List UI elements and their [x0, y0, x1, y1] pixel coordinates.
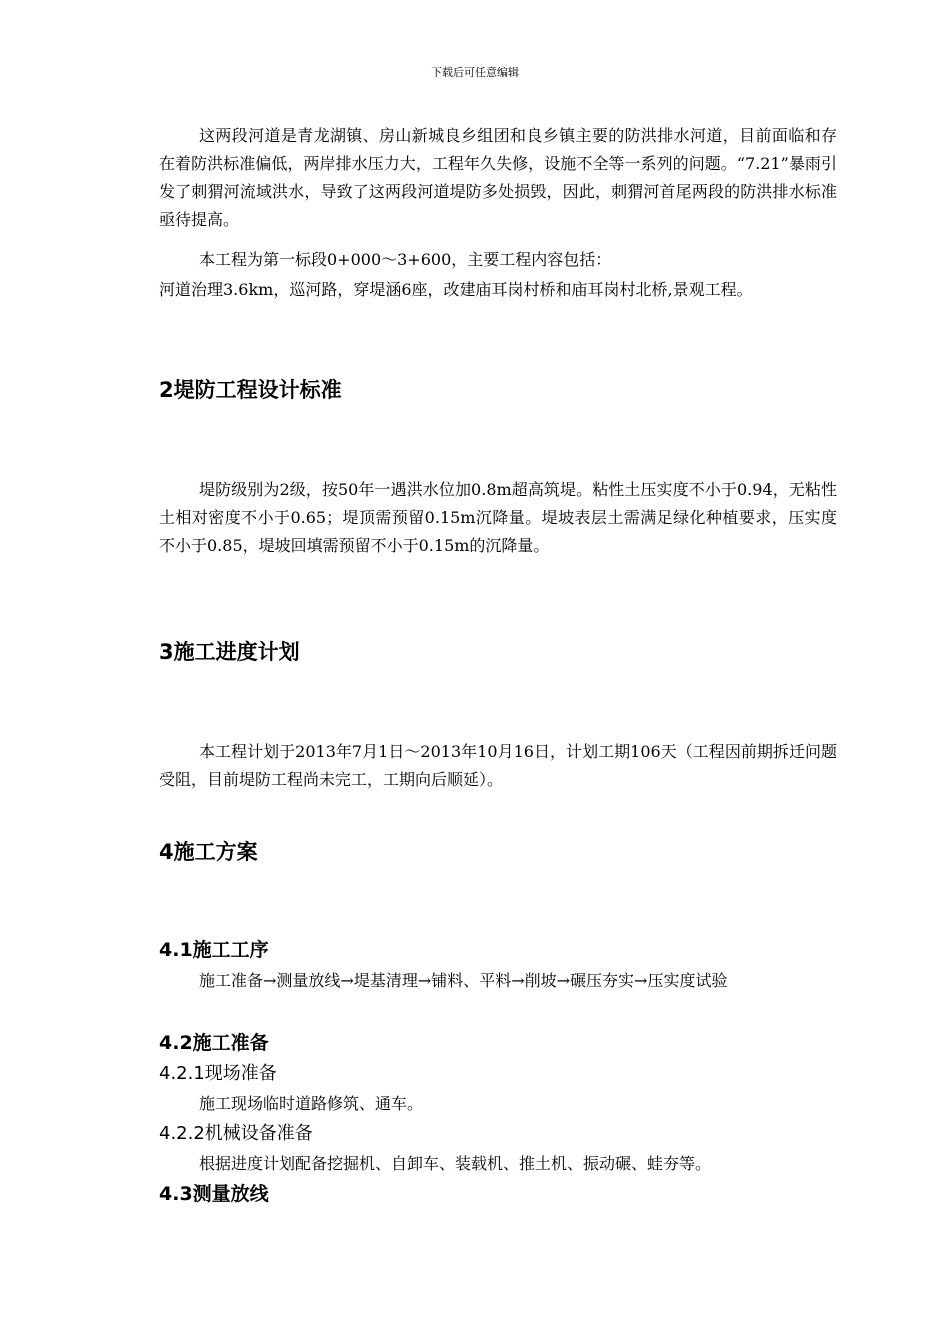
paragraph-schedule: 本工程计划于2013年7月1日～2013年10月16日，计划工期106天（工程因前期拆迁问题受阻，目前堤防工程尚未完工，工期向后顺延）。: [159, 742, 837, 789]
paragraph-process-sequence: 施工准备→测量放线→堤基清理→铺料、平料→削坡→碾压夯实→压实度试验: [199, 971, 728, 990]
paragraph-project-scope-items: 河道治理3.6km，巡河路，穿堤涵6座，改建庙耳岗村桥和庙耳岗村北桥,景观工程。: [159, 280, 753, 299]
heading-section-4-3: 4.3测量放线: [159, 1183, 269, 1205]
paragraph-river-section-issues: 这两段河道是青龙湖镇、房山新城良乡组团和良乡镇主要的防洪排水河道，目前面临和存在着防洪标准偏低，两岸排水压力大，工程年久失修，设施不全等一系列的问题。“7.21”暴雨引发了刺猬河流域洪水，导致了这两段河道堤防多处损毁，因此，刺猬河首尾两段的防洪排水标准亟待提高。: [159, 126, 837, 229]
heading-section-4: 4施工方案: [159, 840, 258, 864]
paragraph-project-scope-intro: 本工程为第一标段0+000～3+600，主要工程内容包括：: [199, 250, 612, 269]
paragraph-equipment-preparation: 根据进度计划配备挖掘机、自卸车、装载机、推土机、振动碾、蛙夯等。: [199, 1154, 712, 1173]
heading-section-4-1: 4.1施工工序: [159, 939, 269, 961]
page-header: 下载后可任意编辑: [431, 66, 519, 79]
heading-section-4-2-2: 4.2.2机械设备准备: [159, 1123, 313, 1144]
heading-section-3: 3施工进度计划: [159, 640, 300, 664]
paragraph-design-standard: 堤防级别为2级，按50年一遇洪水位加0.8m超高筑堤。粘性土压实度不小于0.94，无粘性土相对密度不小于0.65；堤顶需预留0.15m沉降量。堤坡表层土需满足绿化种植要求，压实度不小于0.85，堤坡回填需预留不小于0.15m的沉降量。: [159, 480, 837, 555]
heading-section-4-2-1: 4.2.1现场准备: [159, 1063, 277, 1084]
heading-section-4-2: 4.2施工准备: [159, 1032, 269, 1054]
paragraph-site-preparation: 施工现场临时道路修筑、通车。: [199, 1094, 424, 1113]
heading-section-2: 2堤防工程设计标准: [159, 378, 342, 402]
